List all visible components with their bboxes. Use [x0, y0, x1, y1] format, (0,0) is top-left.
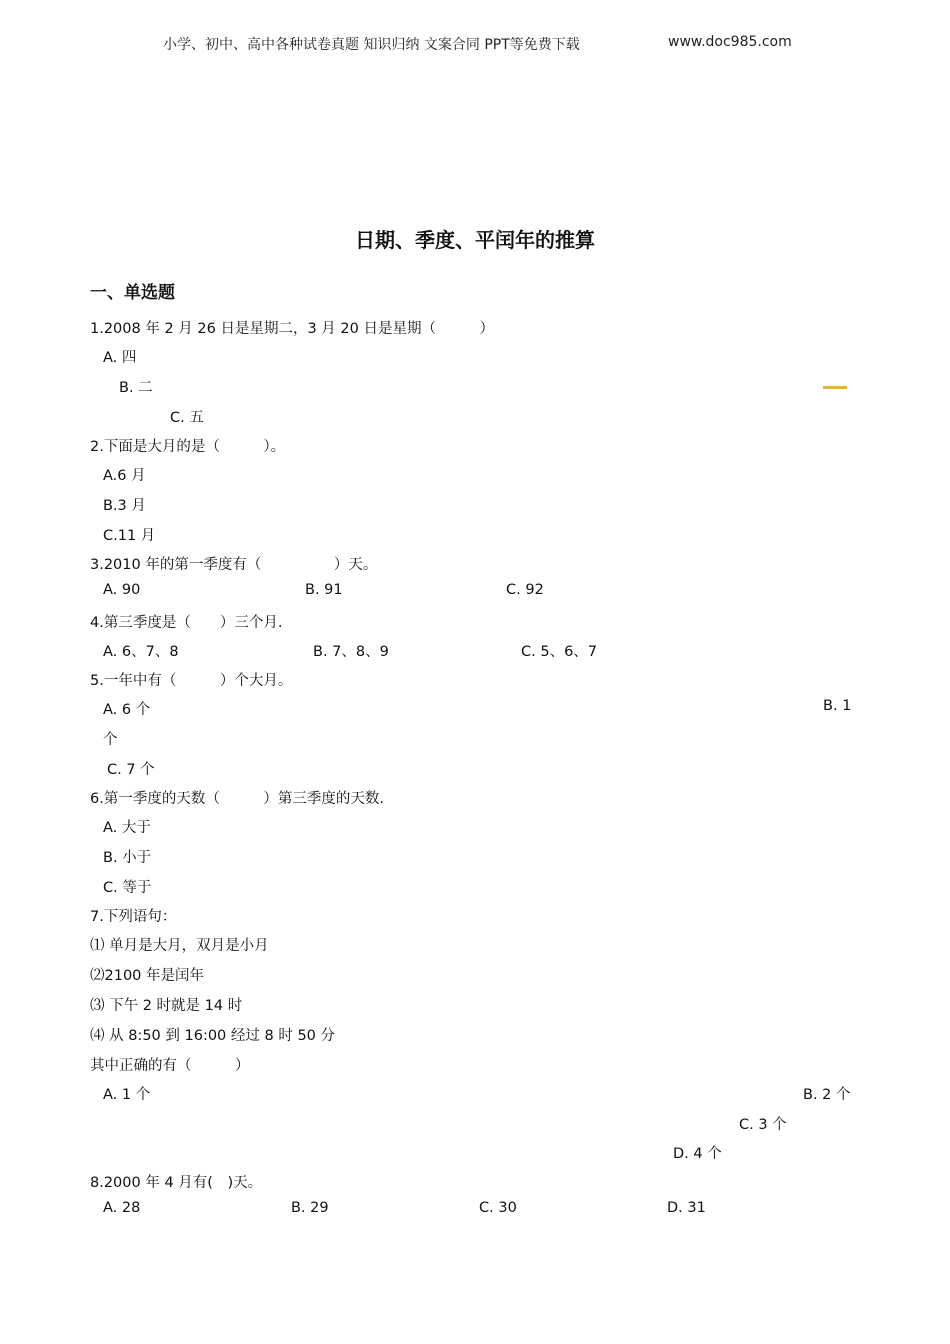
question-7-option-c[interactable]: C. 3 个: [739, 1117, 787, 1133]
header-url: www.doc985.com: [668, 34, 792, 50]
question-3-option-a[interactable]: A. 90: [103, 582, 141, 598]
question-3-option-c[interactable]: C. 92: [506, 582, 544, 598]
question-8-option-b[interactable]: B. 29: [291, 1200, 329, 1216]
question-4-stem: 4.第三季度是（ ）三个月.: [90, 615, 283, 631]
question-7-option-d[interactable]: D. 4 个: [673, 1146, 722, 1162]
question-7-statement-2: ⑵2100 年是闰年: [90, 968, 205, 984]
header-banner: 小学、初中、高中各种试卷真题 知识归纳 文案合同 PPT等免费下载: [163, 37, 580, 53]
question-7-prompt: 其中正确的有（ ）: [90, 1058, 250, 1074]
question-8-stem: 8.2000 年 4 月有( )天。: [90, 1175, 263, 1191]
question-7-statement-3: ⑶ 下午 2 时就是 14 时: [90, 998, 243, 1014]
section-heading: 一、单选题: [90, 283, 175, 303]
accent-mark: [823, 386, 847, 389]
question-5-option-a[interactable]: A. 6 个: [103, 702, 151, 718]
question-1-option-a[interactable]: A. 四: [103, 350, 137, 366]
question-2-option-c[interactable]: C.11 月: [103, 528, 156, 544]
question-3-stem: 3.2010 年的第一季度有（ ）天。: [90, 557, 378, 573]
question-6-option-c[interactable]: C. 等于: [103, 880, 152, 896]
question-7-statement-1: ⑴ 单月是大月，双月是小月: [90, 938, 269, 954]
question-6-option-a[interactable]: A. 大于: [103, 820, 151, 836]
question-4-option-c[interactable]: C. 5、6、7: [521, 644, 598, 660]
question-4-option-b[interactable]: B. 7、8、9: [313, 644, 389, 660]
question-3-option-b[interactable]: B. 91: [305, 582, 343, 598]
question-8-option-a[interactable]: A. 28: [103, 1200, 141, 1216]
question-6-stem: 6.第一季度的天数（ ）第三季度的天数.: [90, 791, 384, 807]
question-7-option-a[interactable]: A. 1 个: [103, 1087, 151, 1103]
question-5-option-c[interactable]: C. 7 个: [107, 762, 155, 778]
question-8-option-c[interactable]: C. 30: [479, 1200, 517, 1216]
question-7-stem: 7.下列语句：: [90, 909, 177, 925]
question-7-statement-4: ⑷ 从 8:50 到 16:00 经过 8 时 50 分: [90, 1028, 336, 1044]
question-1-option-c[interactable]: C. 五: [170, 410, 204, 426]
question-1-option-b[interactable]: B. 二: [119, 380, 153, 396]
question-7-option-b[interactable]: B. 2 个: [803, 1087, 851, 1103]
page-title: 日期、季度、平闰年的推算: [355, 228, 595, 252]
question-1-stem: 1.2008 年 2 月 26 日是星期二，3 月 20 日是星期（ ）: [90, 321, 494, 337]
question-5-stem: 5.一年中有（ ）个大月。: [90, 673, 293, 689]
question-2-option-b[interactable]: B.3 月: [103, 498, 146, 514]
question-5-option-b[interactable]: B. 1: [823, 698, 852, 714]
question-6-option-b[interactable]: B. 小于: [103, 850, 152, 866]
question-2-option-a[interactable]: A.6 月: [103, 468, 146, 484]
question-2-stem: 2.下面是大月的是（ ）。: [90, 439, 286, 455]
question-5-option-b-wrap[interactable]: 个: [103, 732, 118, 748]
question-4-option-a[interactable]: A. 6、7、8: [103, 644, 179, 660]
question-8-option-d[interactable]: D. 31: [667, 1200, 706, 1216]
